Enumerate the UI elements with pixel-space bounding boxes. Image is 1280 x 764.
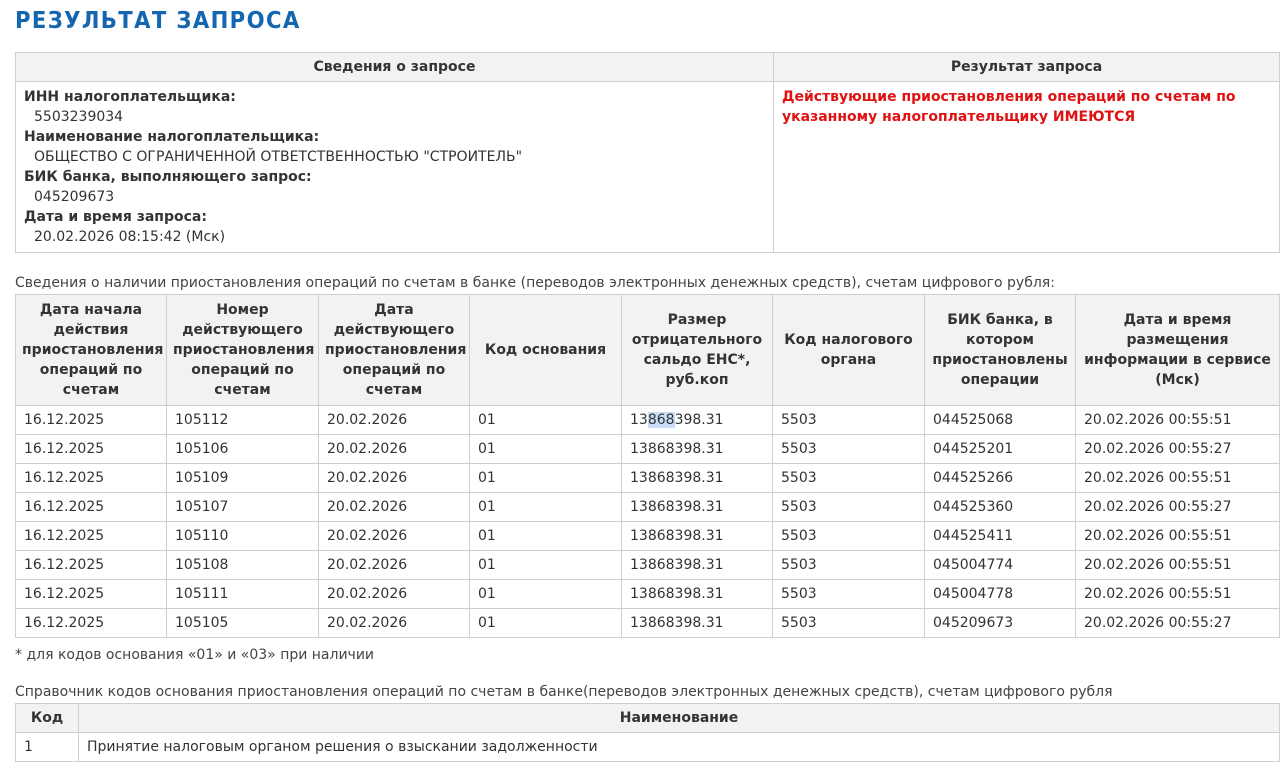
- cell-tax-authority: 5503: [773, 551, 925, 580]
- cell-published: 20.02.2026 00:55:51: [1076, 551, 1280, 580]
- cell-bank-bik: 044525360: [925, 493, 1076, 522]
- suspensions-table: [15, 294, 1280, 638]
- table-row: [16, 551, 1280, 580]
- cell-suspension-number: 105105: [167, 609, 319, 638]
- cell-suspension-number: 105111: [167, 580, 319, 609]
- cell-start-date: 16.12.2025: [16, 609, 167, 638]
- cell-bank-bik: 045004778: [925, 580, 1076, 609]
- request-info-header: Сведения о запросе: [16, 53, 774, 82]
- cell-start-date: 16.12.2025: [16, 580, 167, 609]
- table-row: [16, 406, 1280, 435]
- cell-bank-bik: 044525068: [925, 406, 1076, 435]
- cell-suspension-number: 105106: [167, 435, 319, 464]
- bank-bik-label: БИК банка, выполняющего запрос:: [24, 169, 312, 185]
- cell-suspension-date: 20.02.2026: [319, 406, 470, 435]
- ref-code-header: Код: [16, 704, 79, 733]
- col-suspension-date-header: Дата действующего приостановления операций по счетам: [319, 295, 470, 406]
- cell-tax-authority: 5503: [773, 609, 925, 638]
- cell-suspension-date: 20.02.2026: [319, 464, 470, 493]
- col-bank-bik-header: БИК банка, в котором приостановлены операции: [925, 295, 1076, 406]
- result-message-line2: указанному налогоплательщику ИМЕЮТСЯ: [782, 109, 1136, 125]
- result-message-line1: Действующие приостановления операций по счетам по: [782, 89, 1236, 105]
- cell-published: 20.02.2026 00:55:27: [1076, 435, 1280, 464]
- table-row: [16, 464, 1280, 493]
- cell-published: 20.02.2026 00:55:27: [1076, 493, 1280, 522]
- suspensions-body: [16, 406, 1280, 638]
- taxpayer-name-label: Наименование налогоплательщика:: [24, 129, 320, 145]
- cell-balance: 13868398.31: [622, 580, 773, 609]
- cell-published: 20.02.2026 00:55:51: [1076, 464, 1280, 493]
- cell-tax-authority: 5503: [773, 522, 925, 551]
- cell-suspension-date: 20.02.2026: [319, 551, 470, 580]
- cell-suspension-date: 20.02.2026: [319, 435, 470, 464]
- cell-start-date: 16.12.2025: [16, 435, 167, 464]
- cell-basis-code: 01: [470, 580, 622, 609]
- suspensions-header-row: [16, 295, 1280, 406]
- cell-bank-bik: 045004774: [925, 551, 1076, 580]
- cell-basis-code: 01: [470, 464, 622, 493]
- cell-bank-bik: 044525266: [925, 464, 1076, 493]
- table-row: [16, 733, 1280, 762]
- cell-basis-code: 01: [470, 493, 622, 522]
- cell-start-date: 16.12.2025: [16, 406, 167, 435]
- footnote: * для кодов основания «01» и «03» при наличии: [15, 647, 375, 663]
- reference-caption: Справочник кодов основания приостановления операций по счетам в банке(переводов электронных денежных средств), счетам цифрового рубля: [15, 684, 1113, 700]
- cell-suspension-number: 105109: [167, 464, 319, 493]
- cell-tax-authority: 5503: [773, 406, 925, 435]
- cell-bank-bik: 045209673: [925, 609, 1076, 638]
- inn-label: ИНН налогоплательщика:: [24, 89, 236, 105]
- cell-suspension-date: 20.02.2026: [319, 580, 470, 609]
- table-row: [16, 609, 1280, 638]
- cell-tax-authority: 5503: [773, 493, 925, 522]
- col-suspension-number-header: Номер действующего приостановления операций по счетам: [167, 295, 319, 406]
- cell-published: 20.02.2026 00:55:27: [1076, 609, 1280, 638]
- cell-bank-bik: 044525411: [925, 522, 1076, 551]
- reference-body: [16, 733, 1280, 762]
- table-row: [16, 522, 1280, 551]
- cell-basis-code: 01: [470, 609, 622, 638]
- cell-balance: 13868398.31: [622, 406, 773, 435]
- cell-balance: 13868398.31: [622, 493, 773, 522]
- col-basis-code-header: Код основания: [470, 295, 622, 406]
- cell-balance: 13868398.31: [622, 522, 773, 551]
- cell-balance: 13868398.31: [622, 435, 773, 464]
- ref-name-header: Наименование: [79, 704, 1280, 733]
- request-info-table: [15, 52, 1280, 253]
- cell-bank-bik: 044525201: [925, 435, 1076, 464]
- ref-cell-name: Принятие налоговым органом решения о взыскании задолженности: [79, 733, 1280, 762]
- cell-suspension-date: 20.02.2026: [319, 493, 470, 522]
- reference-table: [15, 703, 1280, 762]
- cell-basis-code: 01: [470, 551, 622, 580]
- cell-suspension-number: 105112: [167, 406, 319, 435]
- cell-basis-code: 01: [470, 406, 622, 435]
- bank-bik-value: 045209673: [34, 189, 115, 205]
- cell-balance: 13868398.31: [622, 464, 773, 493]
- cell-balance: 13868398.31: [622, 551, 773, 580]
- cell-start-date: 16.12.2025: [16, 493, 167, 522]
- ref-cell-code: 1: [16, 733, 79, 762]
- cell-tax-authority: 5503: [773, 464, 925, 493]
- cell-suspension-date: 20.02.2026: [319, 522, 470, 551]
- cell-suspension-number: 105108: [167, 551, 319, 580]
- cell-start-date: 16.12.2025: [16, 551, 167, 580]
- cell-start-date: 16.12.2025: [16, 464, 167, 493]
- cell-suspension-date: 20.02.2026: [319, 609, 470, 638]
- cell-published: 20.02.2026 00:55:51: [1076, 406, 1280, 435]
- cell-balance: 13868398.31: [622, 609, 773, 638]
- cell-start-date: 16.12.2025: [16, 522, 167, 551]
- col-published-header: Дата и время размещения информации в сервисе (Мск): [1076, 295, 1280, 406]
- col-tax-authority-header: Код налогового органа: [773, 295, 925, 406]
- request-datetime-label: Дата и время запроса:: [24, 209, 207, 225]
- table-row: [16, 435, 1280, 464]
- inn-value: 5503239034: [34, 109, 124, 125]
- cell-basis-code: 01: [470, 522, 622, 551]
- cell-published: 20.02.2026 00:55:51: [1076, 580, 1280, 609]
- operations-caption: Сведения о наличии приостановления операций по счетам в банке (переводов электронных денежных средств), счетам цифрового рубля:: [15, 275, 1055, 291]
- cell-suspension-number: 105110: [167, 522, 319, 551]
- page-title: РЕЗУЛЬТАТ ЗАПРОСА: [15, 8, 301, 34]
- cell-tax-authority: 5503: [773, 580, 925, 609]
- cell-basis-code: 01: [470, 435, 622, 464]
- col-start-date-header: Дата начала действия приостановления операций по счетам: [16, 295, 167, 406]
- request-result-header: Результат запроса: [774, 53, 1280, 82]
- col-balance-header: Размер отрицательного сальдо ЕНС*, руб.коп: [622, 295, 773, 406]
- text-selection-highlight: 868: [647, 412, 675, 428]
- cell-published: 20.02.2026 00:55:51: [1076, 522, 1280, 551]
- table-row: [16, 580, 1280, 609]
- taxpayer-name-value: ОБЩЕСТВО С ОГРАНИЧЕННОЙ ОТВЕТСТВЕННОСТЬЮ "СТРОИТЕЛЬ": [34, 149, 523, 165]
- request-result-cell: [774, 82, 1280, 253]
- request-datetime-value: 20.02.2026 08:15:42 (Мск): [34, 229, 226, 245]
- table-row: [16, 493, 1280, 522]
- cell-tax-authority: 5503: [773, 435, 925, 464]
- cell-suspension-number: 105107: [167, 493, 319, 522]
- request-info-cell: [16, 82, 774, 253]
